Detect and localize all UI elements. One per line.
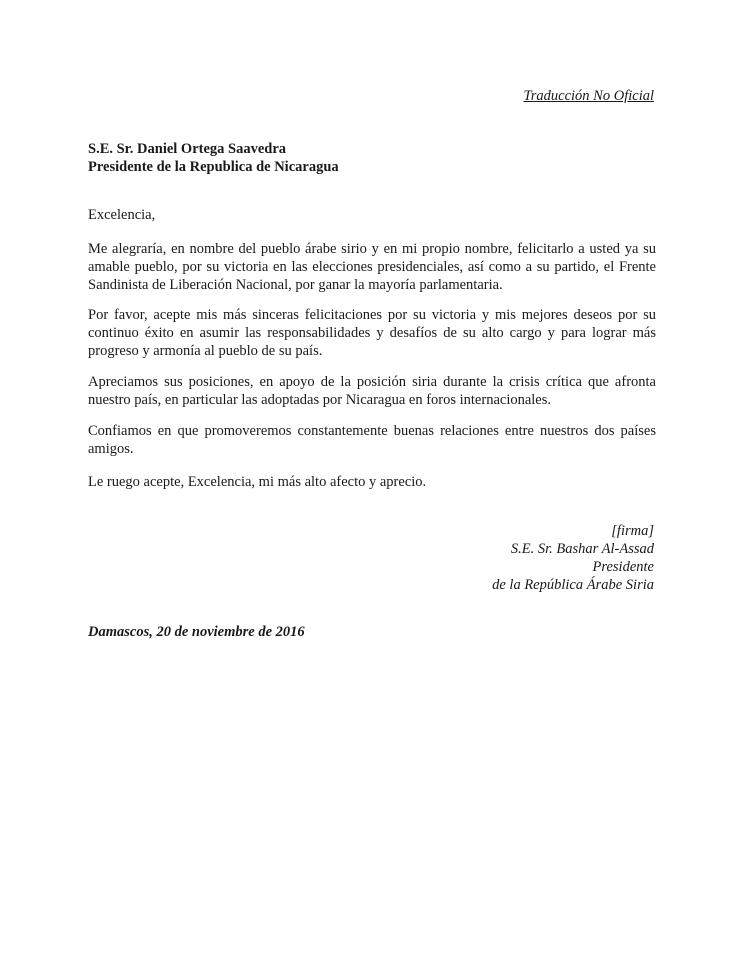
signature-block	[492, 522, 654, 594]
paragraph: Me alegraría, en nombre del pueblo árabe sirio y en mi propio nombre, felicitarlo a usted ya su amable pueblo, por su victoria en las elecciones presidenciales, así como a su partido, el Frente Sandinista de Liberación Nacional, por ganar la mayoría parlamentaria.	[88, 241, 656, 293]
translation-note: Traducción No Oficial	[523, 88, 654, 104]
salutation: Excelencia,	[88, 207, 156, 223]
paragraph: Apreciamos sus posiciones, en apoyo de la posición siria durante la crisis crítica que afronta nuestro país, en particular las adoptadas por Nicaragua en foros internacionales.	[88, 374, 656, 408]
signatory-name: S.E. Sr. Bashar Al-Assad	[510, 541, 654, 557]
recipient-block	[88, 140, 339, 176]
place-date: Damascos, 20 de noviembre de 2016	[88, 624, 305, 640]
signature-mark: [firma]	[611, 523, 654, 539]
paragraph: Confiamos en que promoveremos constantemente buenas relaciones entre nuestros dos países amigos.	[88, 423, 656, 457]
signatory-title: Presidente	[592, 559, 654, 575]
recipient-title: Presidente de la Republica de Nicaragua	[88, 159, 339, 175]
paragraph: Por favor, acepte mis más sinceras felicitaciones por su victoria y mis mejores deseos por su continuo éxito en asumir las responsabilidades y desafíos de su alto cargo y para lograr más progreso y armonía al pueblo de su país.	[88, 307, 656, 359]
recipient-name: S.E. Sr. Daniel Ortega Saavedra	[88, 141, 287, 157]
signatory-country: de la República Árabe Siria	[492, 577, 654, 593]
closing-paragraph: Le ruego acepte, Excelencia, mi más alto afecto y aprecio.	[88, 474, 427, 490]
